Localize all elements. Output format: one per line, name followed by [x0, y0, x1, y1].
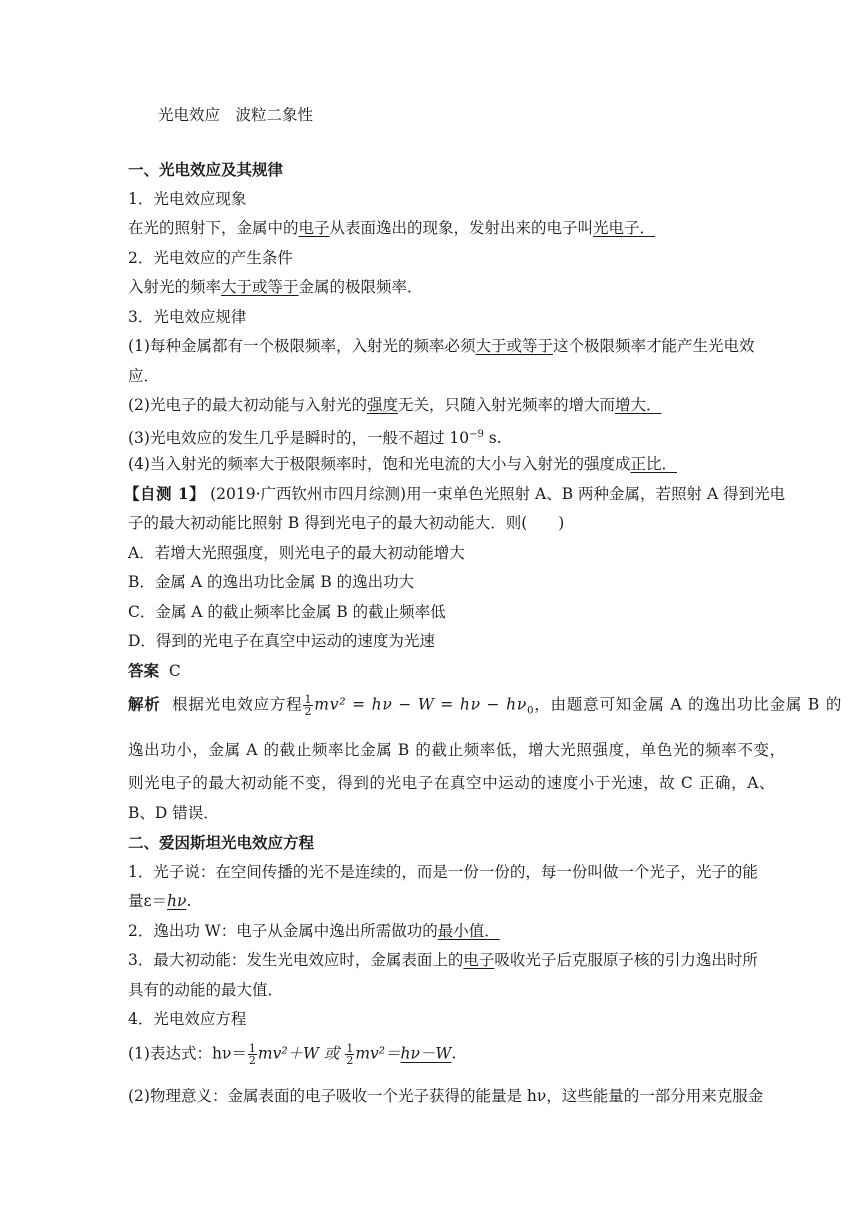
option-a: A．若增大光照强度，则光电子的最大初动能增大	[128, 544, 465, 562]
blank-answer: 强度	[366, 396, 398, 414]
answer-value: C	[168, 662, 181, 680]
rule-2: (2)光电子的最大初动能与入射光的强度无关，只随入射光频率的增大而增大．	[128, 396, 662, 414]
blank-answer: 光电子．	[593, 219, 656, 237]
work-function: 2．逸出功 W：电子从金属中逸出所需做功的最小值．	[128, 922, 500, 940]
sub-1-body: 在光的照射下，金属中的电子从表面逸出的现象，发射出来的电子叫光电子．	[128, 219, 656, 237]
option-d: D．得到的光电子在真空中运动的速度为光速	[128, 632, 435, 650]
physical-meaning: (2)物理意义：金属表面的电子吸收一个光子获得的能量是 hν，这些能量的一部分用来克服金	[128, 1087, 764, 1105]
analysis-line-1: 解析 根据光电效应方程 $\frac{1}{2}$ $mv^2 = h\nu - W = h\nu - h\nu_0$，由题意可知金属 A 的逸出功比金属 B 的	[128, 693, 843, 718]
blank-answer: 大于或等于	[475, 337, 553, 355]
analysis-line-3: 则光电子的最大初动能不变，得到的光电子在真空中运动的速度小于光速，故 C 正确，A、	[128, 774, 776, 792]
fraction-half: $\frac{1}{2}$	[346, 1042, 354, 1067]
sub-1-title: 1．光电效应现象	[128, 190, 247, 208]
rule-1: (1)每种金属都有一个极限频率，入射光的频率必须大于或等于这个极限频率才能产生光电效	[128, 337, 755, 355]
blank-answer: 增大．	[615, 396, 662, 414]
blank-answer: hν	[167, 892, 187, 910]
blank-answer: 电子	[463, 951, 495, 969]
photon-energy: 量ε＝hν.	[128, 892, 192, 910]
blank-answer: hν－W	[400, 1044, 452, 1063]
quiz-label: 【自测 1】	[124, 484, 206, 503]
max-kinetic-energy: 3．最大初动能：发生光电效应时，金属表面上的电子吸收光子后克服原子核的引力逸出时所	[128, 951, 758, 969]
rule-3: (3)光电效应的发生几乎是瞬时的，一般不超过 $10^{-9}$ s.	[128, 429, 502, 448]
page-title: 光电效应 波粒二象性	[158, 106, 314, 124]
max-kinetic-energy-cont: 具有的动能的最大值．	[128, 981, 284, 999]
equation-expression: (1)表达式：hν＝ $\frac{1}{2}$ mv²＋W 或 $\frac{1}{2}$ mv²＝hν－W.	[128, 1042, 457, 1067]
rule-1-cont: 应．	[128, 367, 160, 385]
section-1-heading: 一、光电效应及其规律	[128, 160, 284, 179]
quiz-stem: 【自测 1】 (2019·广西钦州市四月综测)用一束单色光照射 A、B 两种金属，若照射 A 得到光电	[124, 484, 786, 503]
blank-answer: 正比．	[630, 455, 677, 473]
sub-2-body: 入射光的频率大于或等于金属的极限频率．	[128, 278, 423, 296]
rule-4: (4)当入射光的频率大于极限频率时，饱和光电流的大小与入射光的强度成正比．	[128, 455, 677, 473]
fraction-half: $\frac{1}{2}$	[304, 693, 313, 718]
sub-2-title: 2．光电效应的产生条件	[128, 249, 293, 267]
quiz-stem-cont: 子的最大初动能比照射 B 得到光电子的最大初动能大．则( )	[128, 514, 565, 532]
option-b: B．金属 A 的逸出功比金属 B 的逸出功大	[128, 573, 415, 591]
fraction-half: $\frac{1}{2}$	[248, 1042, 256, 1067]
analysis-line-4: B、D 错误．	[128, 804, 219, 822]
photon-theory: 1．光子说：在空间传播的光不是连续的，而是一份一份的，每一份叫做一个光子，光子的能	[128, 863, 758, 881]
analysis-line-2: 逸出功小，金属 A 的截止频率比金属 B 的截止频率低，增大光照强度，单色光的频率不变，	[128, 741, 786, 759]
section-2-heading: 二、爱因斯坦光电效应方程	[128, 833, 315, 852]
blank-answer: 电子	[298, 219, 330, 237]
analysis-label: 解析	[128, 694, 161, 714]
sub-3-title: 3．光电效应规律	[128, 308, 247, 326]
blank-answer: 最小值．	[437, 922, 500, 940]
blank-answer: 大于或等于	[221, 278, 299, 296]
equation-title: 4．光电效应方程	[128, 1010, 247, 1028]
answer-label: 答案	[128, 661, 160, 680]
option-c: C．金属 A 的截止频率比金属 B 的截止频率低	[128, 603, 446, 621]
answer-line	[128, 661, 181, 681]
